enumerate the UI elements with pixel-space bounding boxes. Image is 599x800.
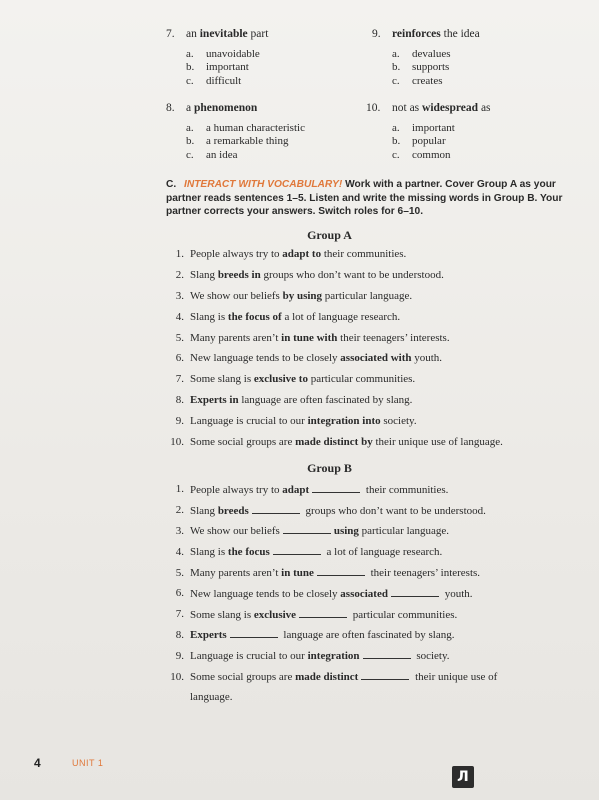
answer-blank[interactable]	[273, 545, 321, 555]
sentence-end: particular language.	[358, 525, 450, 538]
sentence-end: their unique use of language.	[372, 435, 503, 448]
sentence-end: their communities.	[321, 248, 407, 261]
sentence-start: Many parents aren’t	[190, 567, 282, 580]
interact-with-vocabulary-heading: INTERACT WITH VOCABULARY!	[184, 179, 343, 190]
question-7: 7. an inevitable part a. unavoidable b. important c. difficult	[166, 28, 269, 87]
sentence-start: Slang	[190, 269, 218, 282]
unit-label: UNIT 1	[72, 758, 104, 768]
sentence	[190, 311, 400, 323]
vocabulary-phrase: adapt to	[282, 248, 322, 261]
group-b-row	[160, 625, 560, 646]
item-number: 8.	[175, 393, 184, 406]
vocabulary-phrase: the focus of	[227, 310, 282, 323]
sentence-end: their teenagers’ interests.	[337, 331, 450, 344]
sentence-end: youth.	[411, 352, 443, 365]
item-number: 5.	[175, 566, 184, 579]
sentence	[190, 269, 444, 281]
vocabulary-word: using	[333, 525, 359, 538]
sentence	[190, 483, 448, 496]
watermark-logo-icon: Л	[452, 766, 474, 788]
item-number: 6.	[175, 587, 184, 600]
group-a-row	[160, 327, 560, 348]
sentence	[190, 587, 473, 600]
sentence-end: youth.	[441, 587, 473, 600]
group-a-row	[160, 410, 560, 431]
continuation-text: language.	[190, 691, 233, 704]
group-b-row	[160, 645, 560, 666]
vocabulary-word: the focus	[227, 546, 270, 559]
item-number: 2.	[175, 504, 184, 517]
group-a-row	[160, 369, 560, 390]
sentence	[190, 352, 442, 364]
item-number: 4.	[175, 545, 184, 558]
answer-blank[interactable]	[391, 587, 439, 597]
group-b-row	[160, 666, 560, 687]
item-number: 9.	[175, 414, 184, 427]
question-10: 10. not as widespread as a. important b. popular c. common	[366, 102, 491, 161]
answer-blank[interactable]	[317, 566, 365, 576]
sentence	[190, 649, 450, 662]
sentence	[190, 436, 503, 448]
group-b-row	[160, 541, 560, 562]
vocabulary-phrase: exclusive to	[253, 373, 308, 386]
item-number: 7.	[175, 373, 184, 386]
group-b-list	[160, 479, 560, 708]
sentence-end: language are often fascinated by slang.	[238, 393, 413, 406]
vocabulary-phrase: integration into	[307, 414, 381, 427]
exercise-c-instructions: C. INTERACT WITH VOCABULARY! Work with a partner. Cover Group A as your partner reads sentences 1–5. Listen and write the missing words in Group B. Your partner corrects your answers. Switch roles for 6–10.	[166, 179, 563, 217]
sentence-start: We show our beliefs	[190, 525, 280, 538]
answer-blank[interactable]	[252, 504, 300, 514]
sentence-start: We show our beliefs	[190, 289, 283, 302]
sentence	[190, 248, 406, 260]
group-b-row	[160, 500, 560, 521]
sentence-end: their teenagers’ interests.	[367, 567, 481, 580]
sentence	[190, 670, 497, 683]
item-number: 9.	[175, 649, 184, 662]
vocabulary-word: breeds	[217, 504, 249, 517]
group-a-row	[160, 390, 560, 411]
answer-blank[interactable]	[312, 483, 360, 493]
sentence-end: their communities.	[363, 483, 449, 496]
group-b-row	[160, 479, 560, 500]
item-number: 3.	[175, 524, 184, 537]
sentence-start: Language is crucial to our	[190, 414, 308, 427]
item-number: 1.	[175, 248, 184, 261]
vocabulary-word: in tune	[281, 567, 314, 580]
item-number: 5.	[175, 331, 184, 344]
sentence-start: People always try to	[190, 248, 283, 261]
continuation-line	[160, 687, 560, 708]
item-number: 4.	[175, 310, 184, 323]
group-a-row	[160, 348, 560, 369]
answer-blank[interactable]	[363, 649, 411, 659]
vocabulary-word: exclusive	[253, 608, 297, 621]
group-b-row	[160, 583, 560, 604]
sentence-start: Slang is	[190, 546, 228, 559]
item-number: 10.	[170, 670, 184, 683]
group-a-list	[160, 244, 560, 452]
answer-blank[interactable]	[361, 670, 409, 680]
sentence-end: their unique use of	[412, 671, 498, 684]
sentence-end: particular communities.	[307, 373, 416, 386]
sentence-start: Some slang is	[190, 608, 254, 621]
sentence-start: Some social groups are	[190, 671, 296, 684]
sentence	[190, 545, 442, 558]
page-number: 4	[34, 756, 41, 770]
vocabulary-word: integration	[307, 650, 360, 663]
sentence	[190, 628, 454, 641]
sentence-end: particular communities.	[350, 608, 458, 621]
vocabulary-phrase: in tune with	[281, 331, 338, 344]
vocabulary-word: made distinct	[295, 671, 359, 684]
item-number: 3.	[175, 289, 184, 302]
sentence-end: groups who don’t want to be understood.	[302, 504, 486, 517]
sentence-end: society.	[413, 650, 450, 663]
sentence-end: language are often fascinated by slang.	[280, 629, 455, 642]
sentence	[190, 566, 480, 579]
question-9: 9. reinforces the idea a. devalues b. supports c. creates	[372, 28, 480, 87]
sentence-end: particular language.	[322, 289, 413, 302]
answer-blank[interactable]	[230, 628, 278, 638]
sentence-start: People always try to	[190, 483, 283, 496]
vocabulary-word: Experts	[190, 629, 227, 642]
item-number: 6.	[175, 352, 184, 365]
sentence	[190, 504, 486, 517]
vocabulary-word: associated	[340, 587, 388, 600]
group-b-row	[160, 604, 560, 625]
sentence-end: a lot of language research.	[323, 546, 443, 559]
item-number: 8.	[175, 628, 184, 641]
vocabulary-phrase: breeds in	[217, 269, 261, 282]
sentence-start: Language is crucial to our	[190, 650, 308, 663]
sentence-start: Slang is	[190, 310, 228, 323]
sentence	[190, 373, 415, 385]
group-a-row	[160, 431, 560, 452]
sentence	[190, 394, 412, 406]
sentence-end: society.	[380, 414, 417, 427]
item-number: 7.	[175, 608, 184, 621]
sentence-start: Some slang is	[190, 373, 254, 386]
sentence	[190, 415, 417, 427]
item-number: 1.	[175, 483, 184, 496]
group-a-title: Group A	[307, 228, 352, 242]
vocabulary-phrase: by using	[282, 289, 323, 302]
sentence	[190, 332, 450, 344]
sentence	[190, 608, 457, 621]
group-b-title: Group B	[307, 461, 352, 475]
vocabulary-phrase: associated with	[340, 352, 412, 365]
group-a-row	[160, 265, 560, 286]
question-8: 8. a phenomenon a. a human characteristic b. a remarkable thing c. an idea	[166, 102, 305, 161]
sentence-end: a lot of language research.	[281, 310, 401, 323]
sentence-start: New language tends to be closely	[190, 352, 341, 365]
vocabulary-word: adapt	[282, 483, 310, 496]
sentence-start: New language tends to be closely	[190, 587, 341, 600]
sentence-start: Many parents aren’t	[190, 331, 282, 344]
group-a-row	[160, 244, 560, 265]
group-a-row	[160, 286, 560, 307]
sentence-end: groups who don’t want to be understood.	[260, 269, 444, 282]
vocabulary-phrase: Experts in	[190, 393, 239, 406]
sentence-start: Some social groups are	[190, 435, 296, 448]
group-a-row	[160, 306, 560, 327]
group-b-row	[160, 562, 560, 583]
group-b-row	[160, 521, 560, 542]
answer-blank[interactable]	[283, 524, 331, 534]
vocabulary-phrase: made distinct by	[295, 435, 373, 448]
answer-blank[interactable]	[299, 608, 347, 618]
sentence-start: Slang	[190, 504, 218, 517]
sentence	[190, 290, 412, 302]
item-number: 2.	[175, 269, 184, 282]
item-number: 10.	[170, 435, 184, 448]
sentence	[190, 524, 449, 537]
